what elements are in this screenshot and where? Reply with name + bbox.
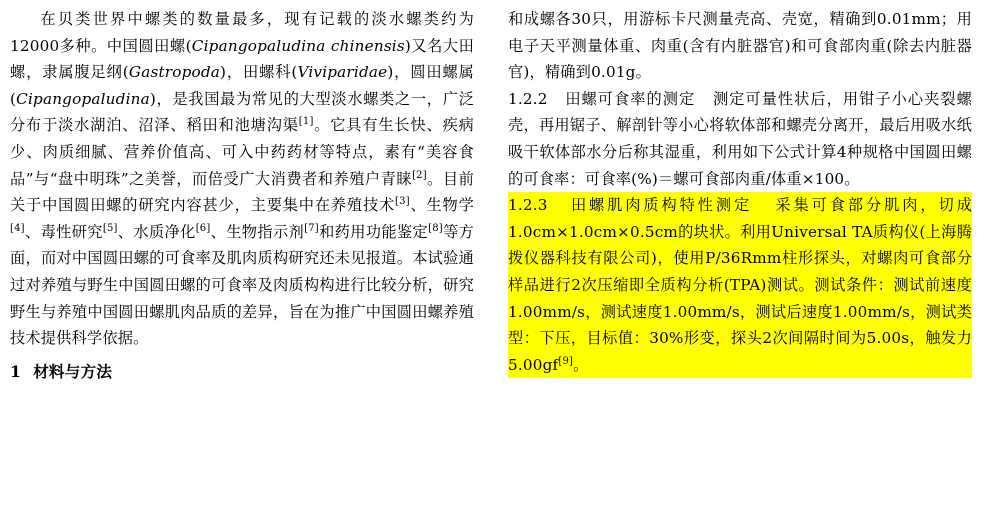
subsection-number: 1.2.2 — [508, 89, 548, 108]
text-run: )又名大田螺，隶属腹足纲( — [10, 36, 474, 82]
citation-ref-6: [6] — [195, 222, 211, 234]
text-run: 在贝类世界中螺类的数量最多，现有记载的淡水螺类约为12000多种。中国圆田螺( — [10, 10, 474, 55]
citation-ref-9: [9] — [558, 355, 574, 367]
right-column — [508, 6, 972, 505]
citation-ref-4: [4] — [10, 222, 25, 234]
text-run: 、生物指示剂 — [210, 222, 305, 241]
subsection-number: 1.2.3 — [508, 196, 548, 215]
citation-ref-1: [1] — [298, 116, 314, 128]
taxon-name-gastropoda: Gastropoda — [128, 63, 221, 82]
subsection-body: 测定可量性状后，用钳子小心夹裂螺壳，再用锯子、解剖针等小心将软体部和螺壳分离开，最后用吸水纸吸干软体部水分后称其湿重，利用如下公式计算4种规格中国圆田螺的可食率：可食率(%)＝螺可食部肉重/体重×100。 — [508, 89, 972, 188]
subsection-1-2-2 — [508, 86, 972, 192]
subsection-title: 田螺肌肉质构特性测定 — [570, 196, 753, 215]
section-title: 材料与方法 — [33, 361, 113, 381]
text-run: )，田螺科( — [220, 63, 298, 82]
citation-ref-7: [7] — [304, 222, 319, 234]
text-run: 。目前关于中国圆田螺的研究内容甚少，主要集中在养殖技术 — [10, 169, 474, 215]
taxon-name-viviparidae: Viviparidae — [297, 63, 388, 82]
subsection-body: 采集可食部分肌肉，切成1.0cm×1.0cm×0.5cm的块状。利用Universal TA质构仪(上海腾拨仪器科技有限公司)，使用P/36Rmm柱形探头，对螺肉可食部分样品进行2次压缩即全质构分析(TPA)测试。测试条件：测试前速度1.00mm/s，测试速度1.00mm/s，测试后速度1.00mm/s，测试类型：下压，目标值：30%形变，探头2次间隔时间为5.00s，触发力5.00gf — [508, 196, 972, 374]
citation-ref-2: [2] — [412, 169, 427, 181]
text-run: )，圆田螺属( — [10, 63, 474, 108]
citation-ref-5: [5] — [102, 222, 118, 234]
citation-ref-3: [3] — [395, 196, 410, 208]
subsection-title: 田螺可食率的测定 — [565, 89, 696, 108]
text-run: 、水质净化 — [117, 222, 196, 241]
right-paragraph-continuation: 和成螺各30只，用游标卡尺测量壳高、壳宽，精确到0.01mm；用电子天平测量体重、肉重(含有内脏器官)和可食部肉重(除去内脏器官)，精确到0.01g。 — [508, 10, 972, 82]
citation-ref-8: [8] — [428, 222, 443, 234]
highlighted-passage — [508, 192, 972, 378]
text-run: 和药用功能鉴定 — [318, 222, 429, 241]
species-name-1: Cipangopaludina chinensis — [191, 36, 405, 55]
text-run: 、毒性研究 — [24, 222, 103, 241]
text-run: 等方面，而对中国圆田螺的可食率及肌肉质构研究还未见报道。本试验通过对养殖与野生中国圆田螺的可食率及肉质构构进行比较分析，研究野生与养殖中国圆田螺肌肉品质的差异，旨在为推广中国圆田螺养殖技术提供科学依据。 — [10, 222, 475, 348]
text-run: 、生物学 — [409, 196, 474, 215]
text-run: )，是我国最为常见的大型淡水螺类之一，广泛分布于淡水湖泊、沼泽、稻田和池塘沟渠 — [10, 89, 474, 135]
text-run: 。它具有生长快、疾病少、肉质细腻、营养价值高、可入中药药材等特点，素有“美容食品”与“盘中明珠”之美誉，而倍受广大消费者和养殖户青睐 — [10, 116, 474, 188]
left-paragraph-1 — [10, 6, 474, 352]
section-heading-1 — [10, 359, 474, 386]
subsection-1-2-3 — [508, 192, 972, 378]
text-run: 。 — [573, 355, 589, 374]
left-column — [10, 6, 474, 505]
section-number: 1 — [10, 361, 22, 381]
taxon-name-cipangopaludina: Cipangopaludina — [16, 89, 150, 108]
